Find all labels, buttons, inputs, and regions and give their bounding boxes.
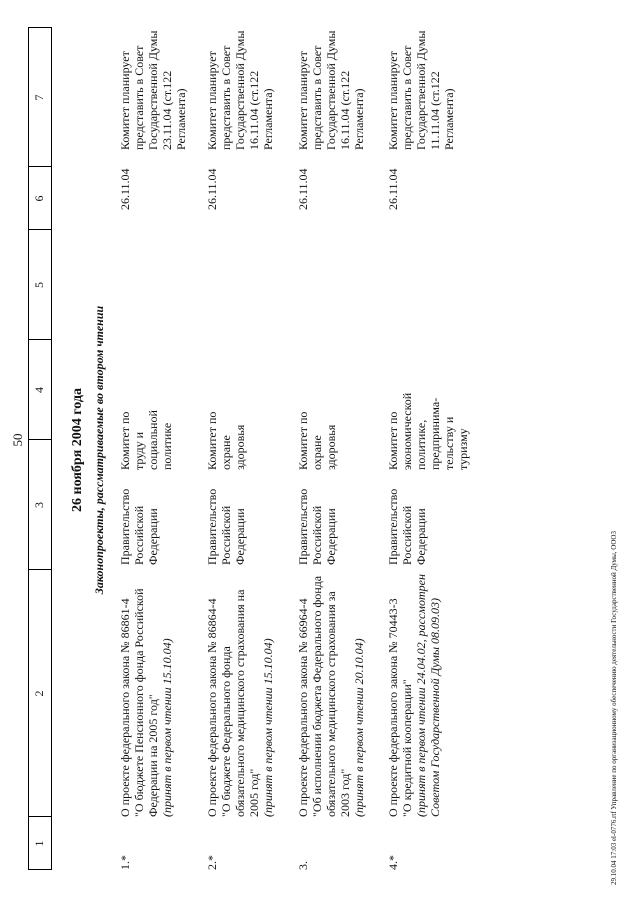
page-number: 50 — [10, 433, 25, 447]
bill-title — [386, 572, 442, 817]
remark: Комитет планирует представить в Совет Государственной Думы 23.11.04 (ст.122 Регламента) — [118, 30, 188, 150]
committee: Комитет по труду и социальной политике — [118, 410, 174, 470]
consideration-date: 26.11.04 — [205, 168, 219, 210]
consideration-date: 26.11.04 — [118, 168, 132, 210]
remark: Комитет планирует представить в Совет Государственной Думы 16.11.04 (ст.122 Регламента) — [296, 30, 366, 150]
row-number: 1.* — [118, 855, 132, 870]
bill-number-line: О проекте федерального закона № 86861-4 — [118, 598, 132, 817]
column-number: 6 — [32, 195, 46, 202]
bill-number-line: О проекте федерального закона № 86864-4 — [205, 598, 219, 817]
remark: Комитет планирует представить в Совет Государственной Думы 16.11.04 (ст.122 Регламента) — [205, 30, 275, 150]
bill-number-line: О проекте федерального закона № 66964-4 — [296, 598, 310, 817]
table-top-border — [28, 27, 29, 870]
bill-note: (принят в первом чтении 24.04.02, рассмотрен Советом Государственной Думы 08.09.03) — [414, 574, 442, 817]
column-number: 2 — [32, 690, 46, 697]
bill-note: (принят в первом чтении 15.10.04) — [160, 638, 174, 817]
table-bottom-border — [51, 27, 52, 870]
bill-name: "Об исполнении бюджета Федерального фонда обязательного медицинского страхования за 2003 год" — [310, 575, 352, 817]
remark: Комитет планирует представить в Совет Государственной Думы 11.11.04 (ст.122 Регламента) — [386, 30, 456, 150]
bill-name: "О бюджете Пенсионного фонда Российской Федерации на 2005 год" — [132, 588, 160, 817]
bill-title — [205, 572, 275, 817]
column-number: 1 — [32, 840, 46, 847]
initiator: Правительство Российской Федерации — [386, 488, 428, 565]
bill-name: "О кредитной кооперации" — [400, 679, 414, 817]
column-number: 5 — [32, 282, 46, 288]
column-number: 7 — [32, 94, 46, 101]
bill-name: "О бюджете Федерального фонда обязательного медицинского страхования на 2005 год" — [219, 589, 261, 817]
initiator: Правительство Российской Федерации — [205, 488, 247, 565]
column-number: 3 — [32, 502, 46, 508]
committee: Комитет по охране здоровья — [205, 411, 247, 470]
bill-number-line: О проекте федерального закона № 70443-3 — [386, 598, 400, 817]
consideration-date: 26.11.04 — [386, 168, 400, 210]
row-number: 4.* — [386, 855, 400, 870]
consideration-date: 26.11.04 — [296, 168, 310, 210]
bill-note: (принят в первом чтении 20.10.04) — [352, 638, 366, 817]
date-heading: 26 ноября 2004 года — [70, 388, 85, 512]
row-number: 2.* — [205, 855, 219, 870]
bill-title — [296, 572, 366, 817]
section-title: Законопроекты, рассматриваемые во втором чтении — [92, 305, 106, 595]
initiator: Правительство Российской Федерации — [118, 488, 160, 565]
column-number: 4 — [32, 387, 46, 393]
bill-title — [118, 572, 174, 817]
committee: Комитет по экономической политике, предпринима-тельству и туризму — [386, 392, 470, 470]
committee: Комитет по охране здоровья — [296, 411, 338, 470]
row-number: 3. — [296, 861, 310, 870]
bill-note: (принят в первом чтении 15.10.04) — [261, 638, 275, 817]
initiator: Правительство Российской Федерации — [296, 488, 338, 565]
page-footer: 29.10.04 17:03 el-0776.rtf Управление по организационному обеспечению деятельности Государственной Думы, ООО3 — [610, 531, 618, 885]
